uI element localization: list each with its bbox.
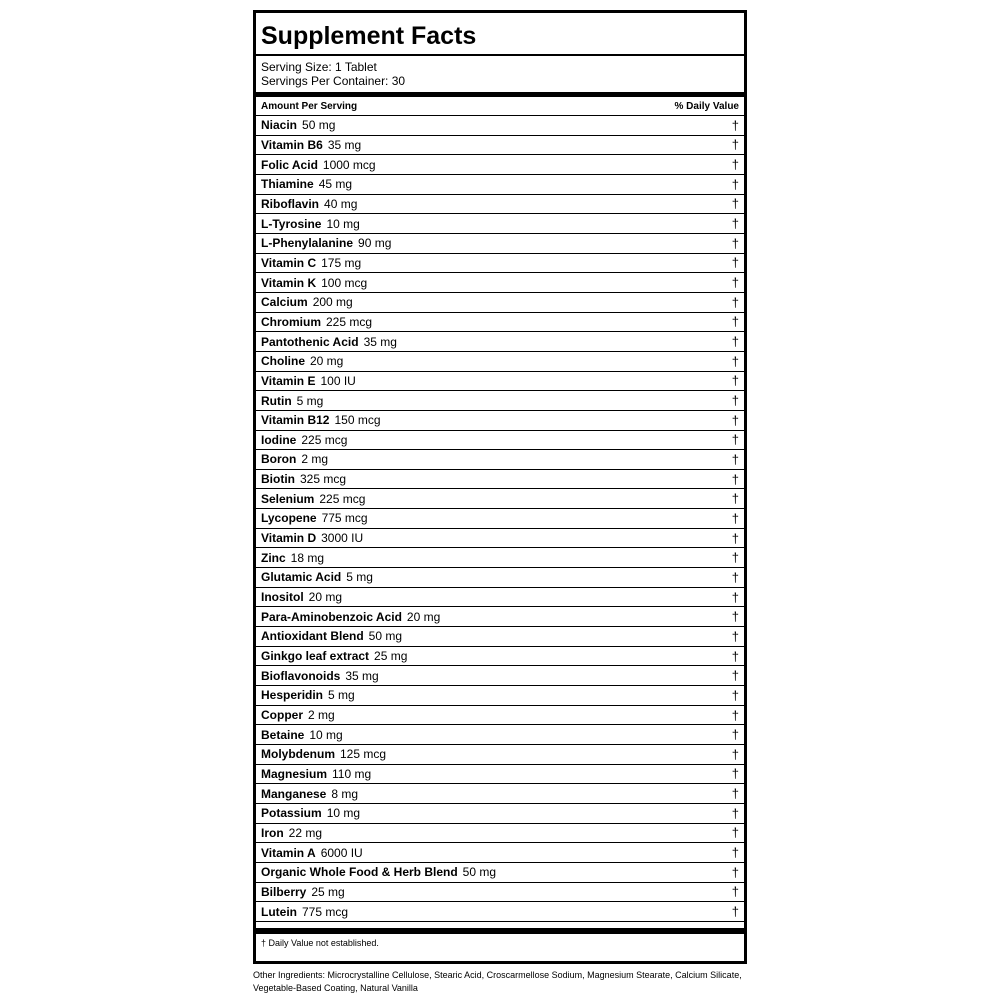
nutrient-amount: 775 mcg xyxy=(321,511,368,526)
nutrient-name: Bioflavonoids xyxy=(261,668,341,683)
nutrient-amount: 90 mg xyxy=(358,236,392,251)
nutrient-row xyxy=(256,489,744,509)
daily-value-dagger: † xyxy=(731,766,739,782)
nutrient-name: Magnesium xyxy=(261,766,328,781)
nutrient-name: Para-Aminobenzoic Acid xyxy=(261,609,402,624)
nutrient-entry xyxy=(261,511,368,525)
daily-value-dagger: † xyxy=(731,353,739,369)
nutrient-row xyxy=(256,745,744,765)
nutrient-name: Iron xyxy=(261,825,284,840)
nutrient-name: Hesperidin xyxy=(261,688,324,703)
daily-value-dagger: † xyxy=(731,275,739,291)
daily-value-dagger: † xyxy=(731,196,739,212)
nutrient-name: L-Tyrosine xyxy=(261,216,322,231)
nutrient-row xyxy=(256,293,744,313)
nutrient-name: Vitamin A xyxy=(261,845,316,860)
nutrient-name: Calcium xyxy=(261,295,308,310)
nutrient-row xyxy=(256,136,744,156)
nutrient-amount: 40 mg xyxy=(324,196,358,211)
daily-value-dagger: † xyxy=(731,432,739,448)
nutrient-entry xyxy=(261,905,348,919)
daily-value-dagger: † xyxy=(731,235,739,251)
nutrient-entry xyxy=(261,335,397,349)
nutrient-entry xyxy=(261,256,361,270)
nutrient-row xyxy=(256,824,744,844)
nutrient-amount: 775 mcg xyxy=(302,904,349,919)
nutrient-entry xyxy=(261,865,496,879)
nutrient-amount: 3000 IU xyxy=(321,531,364,546)
nutrient-entry xyxy=(261,590,342,604)
nutrient-row xyxy=(256,548,744,568)
nutrient-row xyxy=(256,725,744,745)
nutrient-amount: 45 mg xyxy=(318,177,353,192)
daily-value-dagger: † xyxy=(731,294,739,310)
nutrient-name: Selenium xyxy=(261,491,315,506)
nutrient-name: Vitamin D xyxy=(261,531,317,546)
nutrient-amount: 35 mg xyxy=(363,334,397,349)
nutrient-row xyxy=(256,450,744,470)
daily-value-header: % Daily Value xyxy=(674,100,739,112)
nutrient-entry xyxy=(261,394,323,408)
daily-value-dagger: † xyxy=(731,628,739,644)
nutrient-amount: 110 mg xyxy=(332,766,372,781)
nutrient-entry xyxy=(261,610,440,624)
nutrient-amount: 125 mcg xyxy=(340,747,387,762)
nutrient-row xyxy=(256,273,744,293)
daily-value-dagger: † xyxy=(731,491,739,507)
nutrient-name: Manganese xyxy=(261,786,327,801)
nutrient-row xyxy=(256,509,744,529)
nutrient-entry xyxy=(261,197,357,211)
nutrient-amount: 8 mg xyxy=(331,786,359,801)
nutrient-entry xyxy=(261,846,363,860)
nutrient-row xyxy=(256,607,744,627)
nutrient-entry xyxy=(261,767,371,781)
nutrient-amount: 50 mg xyxy=(368,629,403,644)
daily-value-dagger: † xyxy=(731,707,739,723)
nutrient-name: Bilberry xyxy=(261,884,307,899)
nutrient-amount: 5 mg xyxy=(296,393,324,408)
nutrient-name: Thiamine xyxy=(261,177,314,192)
daily-value-dagger: † xyxy=(731,746,739,762)
nutrient-name: Lutein xyxy=(261,904,297,919)
nutrient-amount: 50 mg xyxy=(302,118,336,133)
nutrient-name: Copper xyxy=(261,708,303,723)
daily-value-dagger: † xyxy=(731,648,739,664)
nutrient-row xyxy=(256,195,744,215)
daily-value-dagger: † xyxy=(731,687,739,703)
nutrient-amount: 20 mg xyxy=(406,609,441,624)
nutrient-entry xyxy=(261,118,335,132)
nutrient-row xyxy=(256,175,744,195)
other-ingredients: Other Ingredients: Microcrystalline Cellulose, Stearic Acid, Croscarmellose Sodium, Magnesium Stearate, Calcium Silicate, Vegetable-Based Coating, Natural Vanilla xyxy=(253,970,742,993)
nutrient-name: Ginkgo leaf extract xyxy=(261,649,370,664)
nutrient-entry xyxy=(261,688,355,702)
daily-value-dagger: † xyxy=(731,216,739,232)
nutrient-name: Biotin xyxy=(261,472,295,487)
nutrient-row xyxy=(256,843,744,863)
nutrient-name: Betaine xyxy=(261,727,305,742)
daily-value-dagger: † xyxy=(731,393,739,409)
daily-value-dagger: † xyxy=(731,609,739,625)
daily-value-dagger: † xyxy=(731,255,739,271)
nutrient-amount: 200 mg xyxy=(312,295,353,310)
nutrient-entry xyxy=(261,649,407,663)
nutrient-name: Choline xyxy=(261,354,305,369)
nutrient-row xyxy=(256,372,744,392)
nutrient-amount: 100 IU xyxy=(320,373,356,388)
nutrient-entry xyxy=(261,747,386,761)
nutrient-amount: 20 mg xyxy=(308,590,343,605)
daily-value-dagger: † xyxy=(731,786,739,802)
daily-value-dagger: † xyxy=(731,569,739,585)
nutrient-row xyxy=(256,863,744,883)
nutrient-row xyxy=(256,391,744,411)
nutrient-name: Molybdenum xyxy=(261,747,335,762)
nutrient-amount: 22 mg xyxy=(288,825,323,840)
nutrient-entry xyxy=(261,295,353,309)
nutrient-entry xyxy=(261,374,356,388)
nutrient-row xyxy=(256,313,744,333)
daily-value-dagger: † xyxy=(731,117,739,133)
nutrient-row xyxy=(256,765,744,785)
nutrient-amount: 225 mcg xyxy=(319,491,366,506)
nutrient-name: Vitamin B12 xyxy=(261,413,330,428)
nutrient-entry xyxy=(261,708,335,722)
daily-value-dagger: † xyxy=(731,668,739,684)
nutrient-amount: 175 mg xyxy=(321,255,362,270)
nutrient-amount: 325 mcg xyxy=(300,472,347,487)
daily-value-dagger: † xyxy=(731,176,739,192)
nutrient-amount: 5 mg xyxy=(328,688,355,703)
daily-value-dagger: † xyxy=(731,510,739,526)
nutrient-amount: 25 mg xyxy=(311,884,345,899)
nutrient-entry xyxy=(261,531,363,545)
nutrient-row xyxy=(256,902,744,922)
nutrient-row xyxy=(256,706,744,726)
nutrient-row xyxy=(256,883,744,903)
daily-value-dagger: † xyxy=(731,451,739,467)
nutrient-name: Potassium xyxy=(261,806,322,821)
nutrient-name: Zinc xyxy=(261,550,286,565)
nutrient-name: Antioxidant Blend xyxy=(261,629,364,644)
nutrient-row xyxy=(256,588,744,608)
nutrient-name: Folic Acid xyxy=(261,157,318,172)
nutrient-entry xyxy=(261,452,328,466)
nutrient-entry xyxy=(261,315,372,329)
nutrient-row xyxy=(256,332,744,352)
daily-value-dagger: † xyxy=(731,589,739,605)
nutrient-entry xyxy=(261,787,358,801)
daily-value-dagger: † xyxy=(731,884,739,900)
nutrient-entry xyxy=(261,433,347,447)
nutrient-amount: 25 mg xyxy=(374,649,408,664)
nutrient-name: Inositol xyxy=(261,590,304,605)
nutrient-row xyxy=(256,214,744,234)
daily-value-dagger: † xyxy=(731,825,739,841)
nutrient-entry xyxy=(261,354,343,368)
daily-value-dagger: † xyxy=(731,805,739,821)
nutrient-amount: 10 mg xyxy=(326,806,361,821)
daily-value-dagger: † xyxy=(731,314,739,330)
nutrient-entry xyxy=(261,138,361,152)
nutrient-name: Vitamin C xyxy=(261,255,317,270)
nutrient-row xyxy=(256,234,744,254)
serving-size: Serving Size: 1 Tablet xyxy=(261,60,377,74)
nutrient-row xyxy=(256,666,744,686)
daily-value-dagger: † xyxy=(731,864,739,880)
nutrient-name: Lycopene xyxy=(261,511,317,526)
supplement-facts-panel xyxy=(253,10,747,964)
nutrient-amount: 18 mg xyxy=(290,550,325,565)
nutrient-name: Niacin xyxy=(261,118,298,133)
daily-value-dagger: † xyxy=(731,550,739,566)
nutrient-row xyxy=(256,686,744,706)
nutrient-amount: 50 mg xyxy=(462,865,497,880)
nutrient-entry xyxy=(261,629,402,643)
nutrient-amount: 6000 IU xyxy=(320,845,363,860)
panel-title: Supplement Facts xyxy=(256,13,744,56)
nutrient-row xyxy=(256,352,744,372)
nutrient-entry xyxy=(261,177,352,191)
nutrient-entry xyxy=(261,276,367,290)
daily-value-dagger: † xyxy=(731,471,739,487)
nutrient-list xyxy=(256,116,744,922)
nutrient-row xyxy=(256,155,744,175)
nutrient-entry xyxy=(261,551,324,565)
nutrient-amount: 100 mcg xyxy=(321,275,368,290)
serving-info xyxy=(256,56,744,92)
nutrient-name: Vitamin E xyxy=(261,373,316,388)
nutrient-amount: 225 mcg xyxy=(326,314,373,329)
nutrient-entry xyxy=(261,806,360,820)
nutrient-amount: 35 mg xyxy=(327,137,362,152)
nutrient-name: Iodine xyxy=(261,432,297,447)
nutrient-amount: 2 mg xyxy=(308,708,335,723)
daily-value-dagger: † xyxy=(731,904,739,920)
nutrient-entry xyxy=(261,217,360,231)
nutrient-name: L-Phenylalanine xyxy=(261,236,354,251)
daily-value-dagger: † xyxy=(731,157,739,173)
nutrient-name: Vitamin K xyxy=(261,275,317,290)
daily-value-dagger: † xyxy=(731,845,739,861)
nutrient-amount: 150 mcg xyxy=(334,413,381,428)
nutrient-amount: 20 mg xyxy=(310,354,344,369)
nutrient-amount: 225 mcg xyxy=(301,432,348,447)
nutrient-entry xyxy=(261,472,346,486)
nutrient-row xyxy=(256,116,744,136)
daily-value-dagger: † xyxy=(731,334,739,350)
nutrient-row xyxy=(256,784,744,804)
nutrient-entry xyxy=(261,826,322,840)
nutrient-entry xyxy=(261,413,381,427)
nutrient-entry xyxy=(261,158,376,172)
daily-value-dagger: † xyxy=(731,727,739,743)
nutrient-row xyxy=(256,647,744,667)
nutrient-name: Boron xyxy=(261,452,297,467)
nutrient-name: Vitamin B6 xyxy=(261,137,323,152)
nutrient-name: Organic Whole Food & Herb Blend xyxy=(261,865,458,880)
nutrient-entry xyxy=(261,885,345,899)
nutrient-row xyxy=(256,254,744,274)
nutrient-row xyxy=(256,568,744,588)
nutrient-amount: 10 mg xyxy=(309,727,343,742)
nutrient-amount: 2 mg xyxy=(301,452,329,467)
nutrient-entry xyxy=(261,728,343,742)
nutrient-row xyxy=(256,470,744,490)
nutrient-name: Riboflavin xyxy=(261,196,320,211)
nutrient-row xyxy=(256,431,744,451)
nutrient-entry xyxy=(261,236,391,250)
nutrient-entry xyxy=(261,492,365,506)
nutrient-name: Chromium xyxy=(261,314,321,329)
nutrient-row xyxy=(256,627,744,647)
nutrient-row xyxy=(256,804,744,824)
amount-per-serving-header: Amount Per Serving xyxy=(261,100,358,112)
servings-per-container: Servings Per Container: 30 xyxy=(261,74,406,88)
footnote: † Daily Value not established. xyxy=(261,937,379,948)
nutrient-amount: 10 mg xyxy=(326,216,360,231)
daily-value-dagger: † xyxy=(731,530,739,546)
nutrient-name: Rutin xyxy=(261,393,292,408)
nutrient-entry xyxy=(261,570,373,584)
nutrient-amount: 5 mg xyxy=(346,570,373,585)
nutrient-row xyxy=(256,411,744,431)
nutrient-entry xyxy=(261,669,379,683)
nutrient-amount: 35 mg xyxy=(345,668,379,683)
daily-value-dagger: † xyxy=(731,412,739,428)
nutrient-name: Glutamic Acid xyxy=(261,570,342,585)
nutrient-amount: 1000 mcg xyxy=(322,157,376,172)
daily-value-dagger: † xyxy=(731,373,739,389)
nutrient-name: Pantothenic Acid xyxy=(261,334,359,349)
daily-value-dagger: † xyxy=(731,137,739,153)
column-header-row xyxy=(256,97,744,116)
nutrient-row xyxy=(256,529,744,549)
